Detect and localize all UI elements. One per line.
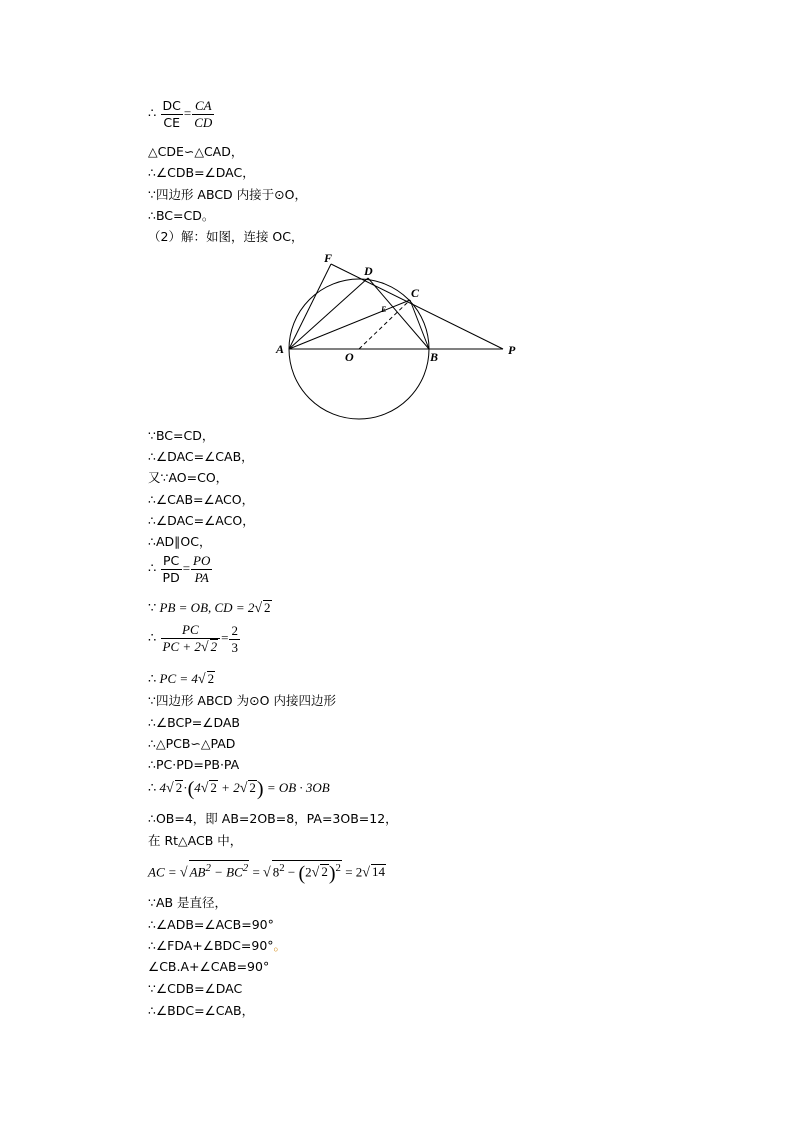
minus-sign: − — [284, 864, 299, 880]
sqrt-radicand: 2 — [321, 864, 328, 880]
sqrt-sign: √ — [239, 781, 248, 796]
sqrt-sign: √ — [254, 601, 263, 616]
sqrt-sign: √ — [200, 640, 209, 655]
label-f: F — [324, 251, 333, 265]
line-ad — [289, 278, 368, 349]
numerator: 2 — [231, 622, 238, 638]
label-e: E — [381, 305, 387, 314]
fraction-pc-over-sum — [161, 622, 221, 656]
numerator: DC — [162, 98, 181, 113]
numerator: PC — [161, 622, 221, 639]
line-ab-diameter: ∵AB 是直径， — [148, 895, 228, 910]
equals-sign: = — [182, 560, 191, 576]
open-paren: ( — [298, 862, 306, 885]
sqrt-radicand: 2 — [264, 600, 271, 615]
therefore-symbol: ∴ — [148, 629, 157, 645]
sqrt-sign: √ — [263, 865, 271, 881]
line-similar-pcb-pad: ∴△PCB∽△PAD — [148, 736, 236, 751]
denominator: 3 — [231, 639, 238, 655]
fraction-dc-ce — [161, 98, 183, 131]
equation-power-of-point — [148, 778, 330, 801]
exponent: 2 — [279, 862, 285, 874]
line-cba-cab: ∠CB.A+∠CAB=90° — [148, 959, 270, 974]
fraction-ca-cd — [192, 98, 214, 131]
sqrt-radicand: 2 — [207, 671, 215, 686]
sqrt-sign: √ — [362, 865, 370, 881]
line-ao-co: 又∵AO=CO， — [148, 470, 229, 485]
line-ac — [289, 300, 410, 349]
fraction-pc-pd — [161, 553, 182, 586]
line-cdb-dac: ∵∠CDB=∠DAC — [148, 981, 243, 996]
coefficient: 4 — [194, 780, 201, 795]
label-p: P — [508, 343, 516, 357]
sqrt-radicand — [272, 860, 342, 885]
label-d: D — [364, 264, 373, 278]
therefore-symbol: ∴ — [148, 780, 157, 795]
denominator: CD — [194, 115, 213, 130]
sqrt-radicand: 2 — [210, 639, 218, 654]
line-inscribed-quadrilateral-2: ∵四边形 ABCD 为⊙O 内接四边形 — [148, 693, 336, 708]
equals-sign: = — [249, 864, 264, 880]
line-bc-equals-cd: ∴BC=CD。 — [148, 208, 215, 223]
sqrt-radicand: 2 — [249, 780, 256, 795]
close-paren: ) — [256, 778, 264, 801]
sqrt-radicand: 14 — [371, 864, 385, 880]
line-bdc-cab: ∴∠BDC=∠CAB， — [148, 1003, 255, 1018]
line-fda-bdc — [148, 937, 286, 955]
fraction-po-pa — [191, 553, 212, 586]
line-bc-cd: ∵BC=CD， — [148, 428, 215, 443]
line-inscribed-quadrilateral: ∵四边形 ABCD 内接于⊙O， — [148, 187, 307, 202]
plus-term: + 2 — [217, 780, 240, 795]
term-ab: AB — [189, 864, 206, 880]
line-ad-parallel-oc: ∴AD∥OC， — [148, 534, 212, 549]
line-ob-value: ∴OB=4，即 AB=2OB=8，PA=3OB=12， — [148, 811, 398, 826]
coefficient: 2 — [305, 864, 312, 880]
line-bcp-dab: ∴∠BCP=∠DAB — [148, 715, 240, 730]
equation-pc-ratio — [148, 622, 241, 656]
line-dac-cab: ∴∠DAC=∠CAB， — [148, 449, 254, 464]
term-eight: 8 — [272, 864, 280, 880]
label-a: A — [276, 342, 285, 356]
label-o: O — [345, 350, 354, 364]
therefore-symbol: ∴ — [148, 560, 157, 576]
denominator-text: PC + 2 — [162, 639, 201, 654]
denominator — [161, 639, 221, 656]
exponent: 2 — [335, 862, 341, 874]
line-part-2: （2）解：如图，连接 OC， — [148, 229, 304, 244]
sqrt-sign: √ — [166, 781, 174, 796]
sqrt-radicand: 2 — [210, 780, 217, 795]
sqrt-sign: √ — [311, 865, 320, 881]
line-text: ∴∠FDA+∠BDC=90° — [148, 938, 274, 953]
result: = 2 — [341, 864, 363, 880]
proportion-dc-ce — [148, 98, 215, 131]
equals-sign: = — [221, 629, 229, 645]
close-paren: ) — [328, 862, 336, 885]
line-pb-ob-cd — [148, 599, 272, 618]
line-af — [289, 264, 331, 349]
numerator: PO — [193, 553, 211, 568]
coefficient: 4 — [159, 780, 167, 795]
label-b: B — [430, 350, 439, 364]
sqrt-sign: √ — [179, 865, 188, 881]
term-bc: − BC — [210, 864, 243, 880]
line-pc-pd-pb-pa: ∴PC·PD=PB·PA — [148, 757, 240, 772]
orange-dot: 。 — [273, 938, 287, 953]
exponent: 2 — [205, 862, 211, 874]
expression: PC = 4 — [159, 671, 198, 686]
geometry-figure — [270, 245, 530, 425]
label-c: C — [411, 286, 420, 300]
sqrt-radicand: 2 — [175, 780, 183, 795]
exponent: 2 — [242, 862, 249, 874]
equals-sign: = — [183, 105, 192, 121]
numerator: CA — [192, 98, 214, 115]
proportion-pc-pd — [148, 553, 213, 586]
fraction-two-thirds — [229, 623, 240, 656]
line-dac-aco: ∴∠DAC=∠ACO， — [148, 513, 255, 528]
line-cab-aco: ∴∠CAB=∠ACO， — [148, 492, 255, 507]
numerator: PC — [161, 553, 182, 570]
right-hand-side: = OB · 3OB — [263, 780, 330, 795]
line-angle-cdb-dac: ∴∠CDB=∠DAC， — [148, 165, 255, 180]
line-fp — [331, 264, 503, 349]
line-similar-cde-cad: △CDE∽△CAD， — [148, 144, 244, 159]
therefore-symbol: ∴ — [148, 105, 157, 121]
line-rt-triangle: 在 Rt△ACB 中， — [148, 833, 243, 848]
open-paren: ( — [187, 778, 195, 801]
because-symbol: ∵ — [148, 600, 157, 615]
denominator: CE — [163, 115, 181, 130]
figure-lines — [289, 264, 503, 349]
denominator: PA — [194, 570, 209, 585]
line-pc-value — [148, 670, 215, 689]
dot-operator: · — [183, 780, 188, 795]
line-adb-acb-right: ∴∠ADB=∠ACB=90° — [148, 917, 274, 932]
therefore-symbol: ∴ — [148, 671, 157, 686]
equation-ac-length — [148, 860, 386, 885]
denominator: PD — [162, 570, 180, 585]
sqrt-sign: √ — [197, 672, 206, 687]
lhs: AC = — [148, 864, 180, 880]
sqrt-sign: √ — [200, 781, 209, 796]
sqrt-radicand — [189, 860, 250, 879]
expression: PB = OB, CD = 2 — [159, 600, 255, 615]
